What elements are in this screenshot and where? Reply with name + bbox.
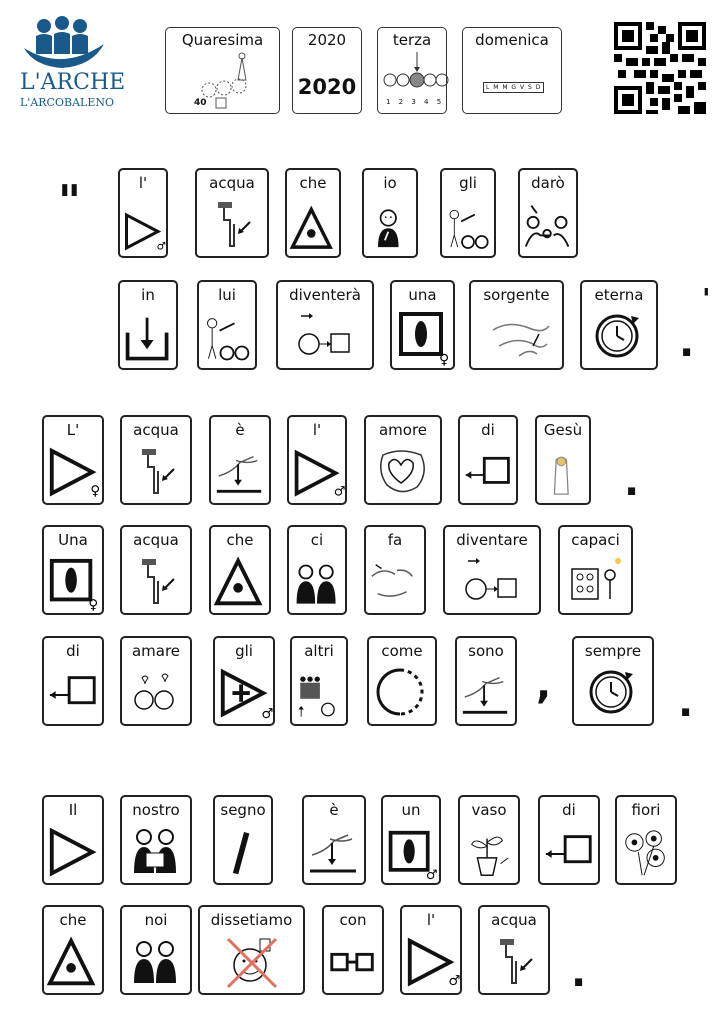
svg-text:♂: ♂: [333, 484, 346, 500]
with-icon: [326, 937, 380, 991]
person-me-icon: [366, 206, 414, 254]
word-card: [322, 905, 384, 995]
article-triangle-icon: [404, 937, 461, 991]
article-feminine-icon: [46, 557, 100, 614]
header-card-year: 2020 2020: [292, 27, 362, 114]
word-label: vaso: [471, 801, 507, 819]
others-people-icon: [294, 672, 344, 722]
word-card: [458, 415, 518, 505]
sentence2-period: .: [624, 459, 640, 505]
svg-text:♀: ♀: [438, 352, 449, 368]
water-tap-icon: [204, 198, 260, 254]
word-card: [558, 525, 633, 615]
make-hands-icon: [368, 557, 422, 611]
third-week-icon: [384, 50, 444, 90]
open-quote: ": [58, 176, 81, 227]
like-circle-icon: [374, 666, 430, 722]
close-quote: ': [702, 282, 711, 315]
word-card: [440, 168, 496, 258]
word-label: dissetiamo: [210, 911, 293, 929]
word-card: [42, 415, 104, 505]
word-card: [287, 415, 347, 505]
vase-icon: [462, 827, 516, 881]
word-card: [458, 795, 520, 885]
word-card: [209, 415, 271, 505]
of-arrow-icon: [46, 668, 100, 722]
word-card: [290, 636, 348, 726]
header-card-domenica: domenica L M M G V S D: [462, 27, 562, 114]
weekdays-strip: L M M G V S D: [483, 82, 544, 93]
word-label: acqua: [133, 421, 179, 439]
word-label: diventare: [456, 531, 528, 549]
word-card: [118, 168, 168, 258]
jesus-icon: [539, 453, 587, 501]
arche-logo: [18, 14, 126, 114]
word-card: [381, 795, 441, 885]
word-label: di: [66, 642, 80, 660]
word-label: Una: [58, 531, 88, 549]
word-label: come: [381, 642, 423, 660]
word-label: una: [408, 286, 437, 304]
water-tap-icon: [128, 555, 184, 611]
we-people-icon: [128, 935, 184, 991]
word-label: Gesù: [543, 421, 583, 439]
word-label: un: [401, 801, 421, 819]
svg-text:♀: ♀: [90, 483, 101, 500]
word-card: [518, 168, 578, 258]
us-people-icon: [291, 559, 343, 611]
word-card: [615, 795, 677, 885]
word-card: [209, 525, 271, 615]
word-card: [580, 280, 658, 370]
word-card: [120, 415, 192, 505]
always-clock-icon: [585, 666, 641, 722]
love-heart-icon: [375, 445, 431, 501]
article-triangle-icon: [46, 447, 100, 501]
word-card: [364, 525, 426, 615]
word-label: segno: [220, 801, 266, 819]
word-card: [364, 415, 442, 505]
article-triangle-icon: [291, 449, 346, 501]
word-label: Il: [68, 801, 78, 819]
word-label: L': [66, 421, 80, 439]
qr-code-icon[interactable]: [614, 22, 706, 114]
word-label: altri: [304, 642, 334, 660]
verb-be-icon: [306, 825, 362, 881]
him-icon: [201, 314, 253, 366]
week-numbers: 1 2 3 4 5: [386, 98, 445, 106]
word-card: [400, 905, 462, 995]
svg-text:♂: ♂: [425, 868, 438, 884]
quench-thirst-icon: [224, 935, 280, 991]
word-label: sorgente: [483, 286, 550, 304]
header-card-terza: terza 1 2 3 4 5: [377, 27, 447, 114]
word-card: [367, 636, 437, 726]
logo-title: L'ARCHE: [20, 70, 126, 95]
word-card: [118, 280, 178, 370]
word-label: sono: [468, 642, 504, 660]
word-label: sempre: [584, 642, 642, 660]
eternal-clock-icon: [591, 310, 647, 366]
flowers-icon: [619, 827, 673, 881]
word-card: [478, 905, 550, 995]
word-label: è: [329, 801, 339, 819]
word-card: [287, 525, 347, 615]
word-label: l': [312, 421, 322, 439]
word-card: [276, 280, 374, 370]
article-feminine-icon: [395, 310, 451, 366]
word-label: capaci: [571, 531, 620, 549]
word-card: [455, 636, 517, 726]
word-label: di: [481, 421, 495, 439]
word-card: [443, 525, 541, 615]
word-label: fa: [387, 531, 403, 549]
word-card: [302, 795, 366, 885]
word-label: con: [339, 911, 367, 929]
word-label: che: [226, 531, 254, 549]
word-label: ci: [310, 531, 324, 549]
of-arrow-icon: [542, 827, 596, 881]
word-label: noi: [144, 911, 168, 929]
water-tap-icon: [486, 935, 542, 991]
word-label: gli: [459, 174, 477, 192]
word-label: che: [299, 174, 327, 192]
others-article-icon: [217, 668, 274, 723]
give-icon: [522, 202, 574, 254]
sentence3-period: .: [571, 950, 587, 996]
word-card: [198, 905, 305, 995]
word-label: di: [562, 801, 576, 819]
article-masculine-icon: [385, 829, 438, 884]
water-spring-icon: [489, 310, 545, 366]
sentence2-comma: ,: [536, 662, 552, 708]
relative-pronoun-icon: [46, 937, 100, 991]
ark-logo-icon: [18, 14, 113, 76]
word-card: [213, 795, 273, 885]
verb-be-icon: [213, 447, 267, 501]
word-card: [362, 168, 418, 258]
word-label: darò: [531, 174, 565, 192]
water-tap-icon: [128, 445, 184, 501]
word-card: [195, 168, 269, 258]
svg-text:♂: ♂: [156, 240, 166, 253]
sentence2-end-period: .: [678, 680, 694, 726]
in-box-icon: [122, 314, 174, 366]
word-card: [120, 795, 192, 885]
article-triangle-icon: [122, 212, 164, 254]
word-card: [285, 168, 341, 258]
header-card-quaresima: Quaresima 40: [165, 27, 280, 114]
word-label: acqua: [133, 531, 179, 549]
capable-icon: [568, 555, 624, 611]
word-label: l': [138, 174, 148, 192]
our-people-icon: [128, 825, 184, 881]
word-card: [535, 415, 591, 505]
svg-text:♀: ♀: [88, 597, 99, 614]
lent-days-number: 40: [194, 98, 207, 108]
svg-text:♂: ♂: [261, 706, 274, 723]
word-card: [390, 280, 455, 370]
word-label: gli: [235, 642, 253, 660]
word-label: lui: [218, 286, 236, 304]
word-card: [42, 905, 104, 995]
word-card: [197, 280, 257, 370]
to-them-icon: [444, 206, 492, 254]
word-card: [42, 525, 104, 615]
word-card: [42, 795, 104, 885]
year-bold: 2020: [297, 75, 357, 99]
word-label: nostro: [132, 801, 180, 819]
word-card: [572, 636, 654, 726]
word-label: diventerà: [289, 286, 361, 304]
word-label: fiori: [631, 801, 661, 819]
sign-slash-icon: [217, 829, 269, 881]
word-label: io: [383, 174, 397, 192]
article-triangle-icon: [46, 827, 100, 881]
sentence1-period: .: [679, 320, 695, 366]
become-icon: [464, 555, 520, 611]
word-card: [120, 636, 192, 726]
word-card: [469, 280, 564, 370]
word-card: [120, 905, 192, 995]
word-label: acqua: [209, 174, 255, 192]
word-label: acqua: [491, 911, 537, 929]
relative-pronoun-icon: [289, 206, 337, 254]
relative-pronoun-icon: [213, 557, 267, 611]
word-card: [42, 636, 104, 726]
word-label: amare: [131, 642, 181, 660]
word-label: in: [141, 286, 155, 304]
word-label: eterna: [594, 286, 644, 304]
word-label: l': [426, 911, 436, 929]
logo-subtitle: L'ARCOBALENO: [20, 96, 114, 109]
word-card: [213, 636, 275, 726]
verb-be-icon: [459, 668, 513, 722]
of-arrow-icon: [462, 449, 514, 501]
love-people-icon: [128, 666, 184, 722]
become-icon: [297, 310, 353, 366]
word-card: [120, 525, 192, 615]
word-label: amore: [378, 421, 428, 439]
word-label: che: [59, 911, 87, 929]
svg-text:♂: ♂: [448, 973, 461, 990]
word-card: [538, 795, 600, 885]
word-label: è: [235, 421, 245, 439]
